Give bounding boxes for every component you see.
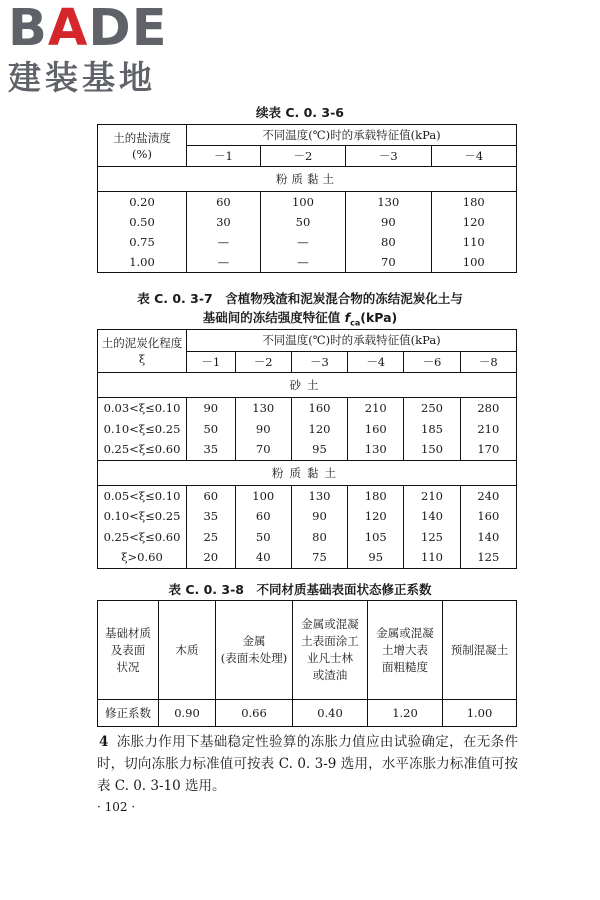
table3-header: 金属或混凝 土增大表 面粗糙度: [368, 601, 443, 700]
table1-temp: －3: [346, 146, 431, 167]
table-row: ξ>0.60 20 40 75 95 110 125: [98, 547, 517, 568]
table1-temp: －4: [431, 146, 516, 167]
table2-col-group: 不同温度(℃)时的承载特征值(kPa): [187, 330, 517, 352]
table3-header: 预制混凝土: [443, 601, 517, 700]
logo-wordmark: BADE: [8, 0, 168, 58]
table1-col-group: 不同温度(℃)时的承载特征值(kPa): [187, 125, 517, 146]
table-row: 0.05<ξ≤0.10 60 100 130 180 210 240: [98, 485, 517, 506]
table2-section-sand: 砂土: [98, 373, 517, 398]
table2-temp: －4: [348, 351, 404, 373]
table3-caption: 表 C. 0. 3-8 不同材质基础表面状态修正系数: [168, 582, 432, 597]
table2-temp: －1: [187, 351, 236, 373]
body-paragraph: [97, 731, 518, 797]
table-row: 0.10<ξ≤0.25 50 90 120 160 185 210: [98, 419, 517, 440]
table-row: 0.10<ξ≤0.25 35 60 90 120 140 160: [98, 506, 517, 527]
table2-temp: －2: [235, 351, 291, 373]
table3-header: 木质: [159, 601, 216, 700]
table1-temp: －2: [260, 146, 345, 167]
table2-caption-line1: 表 C. 0. 3-7 含植物残渣和泥炭混合物的冻结泥炭化土与: [137, 291, 463, 306]
table2-row-header: 土的泥炭化程度 ξ: [101, 336, 183, 366]
table2-caption-line2: 基础间的冻结强度特征值 $f_{ca}(kPa)$: [202, 310, 398, 328]
table1-row-header: 土的盐渍度 (%): [113, 130, 171, 161]
table2-temp: －8: [460, 351, 516, 373]
table3-header: 基础材质 及表面 状况: [98, 601, 159, 700]
table-row: 0.03<ξ≤0.10 90 130 160 210 250 280: [98, 398, 517, 419]
table3-row-label: 修正系数: [98, 700, 159, 727]
table-row: 0.25<ξ≤0.60 35 70 95 130 150 170: [98, 439, 517, 460]
table-row: 修正系数 0.90 0.66 0.40 1.20 1.00: [98, 700, 517, 727]
table1-section: 粉质黏土: [98, 167, 517, 192]
table1: [97, 124, 517, 273]
table1-temp: －1: [187, 146, 261, 167]
table-row: 0.25<ξ≤0.60 25 50 80 105 125 140: [98, 527, 517, 548]
table1-caption: 续表 C. 0. 3-6: [255, 105, 344, 120]
table3: [97, 600, 517, 727]
brand-logo: [8, 0, 168, 97]
table3-header: 金属 (表面未处理): [216, 601, 293, 700]
paragraph-text: 冻胀力作用下基础稳定性验算的冻胀力值应由试验确定，在无条件时，切向冻胀力标准值可按表 C. 0. 3-9 选用，水平冻胀力标准值可按表 C. 0. 3-10 选用。: [97, 734, 518, 794]
table3-header: 金属或混凝 土表面涂工 业凡士林 或渣油: [293, 601, 368, 700]
table-row: 0.20 60 100 130 180: [98, 192, 517, 213]
paragraph-number: 4: [99, 734, 109, 750]
table2-section-silt: 粉质黏土: [98, 460, 517, 485]
table-row: 0.75 — — 80 110: [98, 232, 517, 252]
page-number: · 102 ·: [97, 800, 136, 814]
table-row: 1.00 — — 70 100: [98, 252, 517, 273]
table2-temp: －3: [291, 351, 347, 373]
table2: [97, 329, 517, 569]
logo-subtitle: 建装基地: [8, 58, 156, 97]
table-row: 0.50 30 50 90 120: [98, 212, 517, 232]
table2-temp: －6: [404, 351, 460, 373]
